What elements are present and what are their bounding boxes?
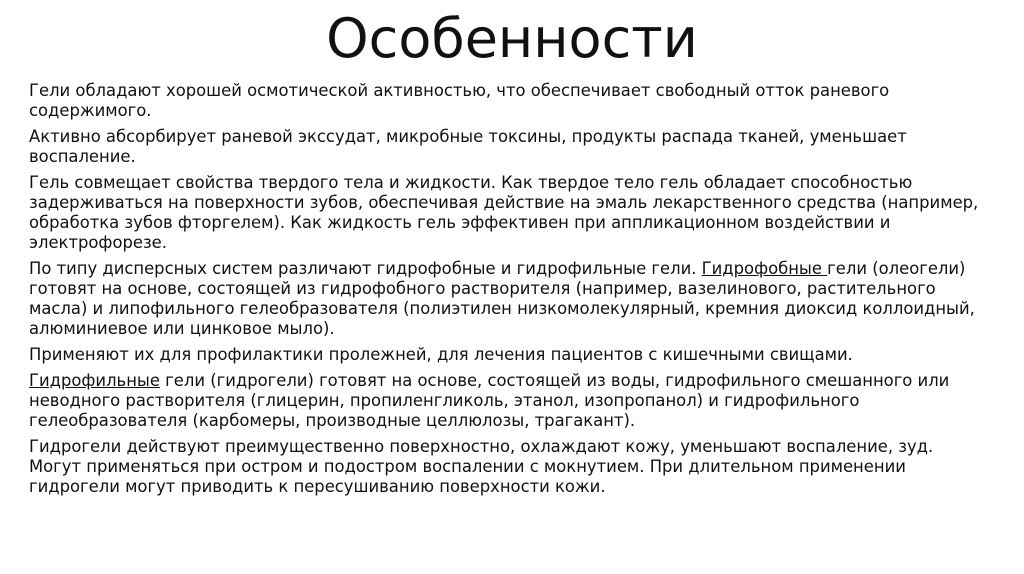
slide-title: Особенности: [326, 7, 698, 70]
paragraph-hydrogel-action: Гидрогели действуют преимущественно поверхностно, охлаждают кожу, уменьшают воспаление, зуд. Могут применяться при остром и подостром воспалении с мокнутием. При длительном применении гидрогели могут приводить к пересушиванию поверхности кожи.: [29, 437, 934, 496]
hydrophobic-term: Гидрофобные: [701, 259, 828, 278]
hydrophobic-description: гели (олеогели) готовят на основе, состоящей из гидрофобного растворителя (например, вазелинового, растительного масла) и липофильного гелеобразователя (полиэтилен низкомолекулярный, кремния диоксид коллоидный, алюминиевое или цинковое мыло).: [29, 259, 975, 338]
paragraph-hydrophilic: [29, 371, 989, 431]
paragraph-dispersion-types: [29, 259, 989, 339]
slide-body: [29, 81, 989, 503]
paragraph-absorption: Активно абсорбирует раневой экссудат, микробные токсины, продукты распада тканей, уменьшает воспаление.: [29, 127, 907, 166]
dispersion-intro-text: По типу дисперсных систем различают гидрофобные и гидрофильные гели.: [29, 259, 702, 278]
hydrophilic-term: Гидрофильные: [29, 371, 160, 390]
paragraph-application: Применяют их для профилактики пролежней, для лечения пациентов с кишечными свищами.: [29, 345, 853, 364]
hydrophilic-description: гели (гидрогели) готовят на основе, состоящей из воды, гидрофильного смешанного или неводного растворителя (глицерин, пропиленгликоль, этанол, изопропанол) и гидрофильного гелеобразователя (карбомеры, производные целлюлозы, трагакант).: [29, 371, 950, 430]
paragraph-osmotic: Гели обладают хорошей осмотической активностью, что обеспечивает свободный отток раневого содержимого.: [29, 81, 890, 120]
paragraph-solid-liquid: Гель совмещает свойства твердого тела и жидкости. Как твердое тело гель обладает способностью задерживаться на поверхности зубов, обеспечивая действие на эмаль лекарственного средства (например, обработка зубов фторгелем). Как жидкость гель эффективен при аппликационном воздействии и электрофорезе.: [29, 173, 979, 252]
